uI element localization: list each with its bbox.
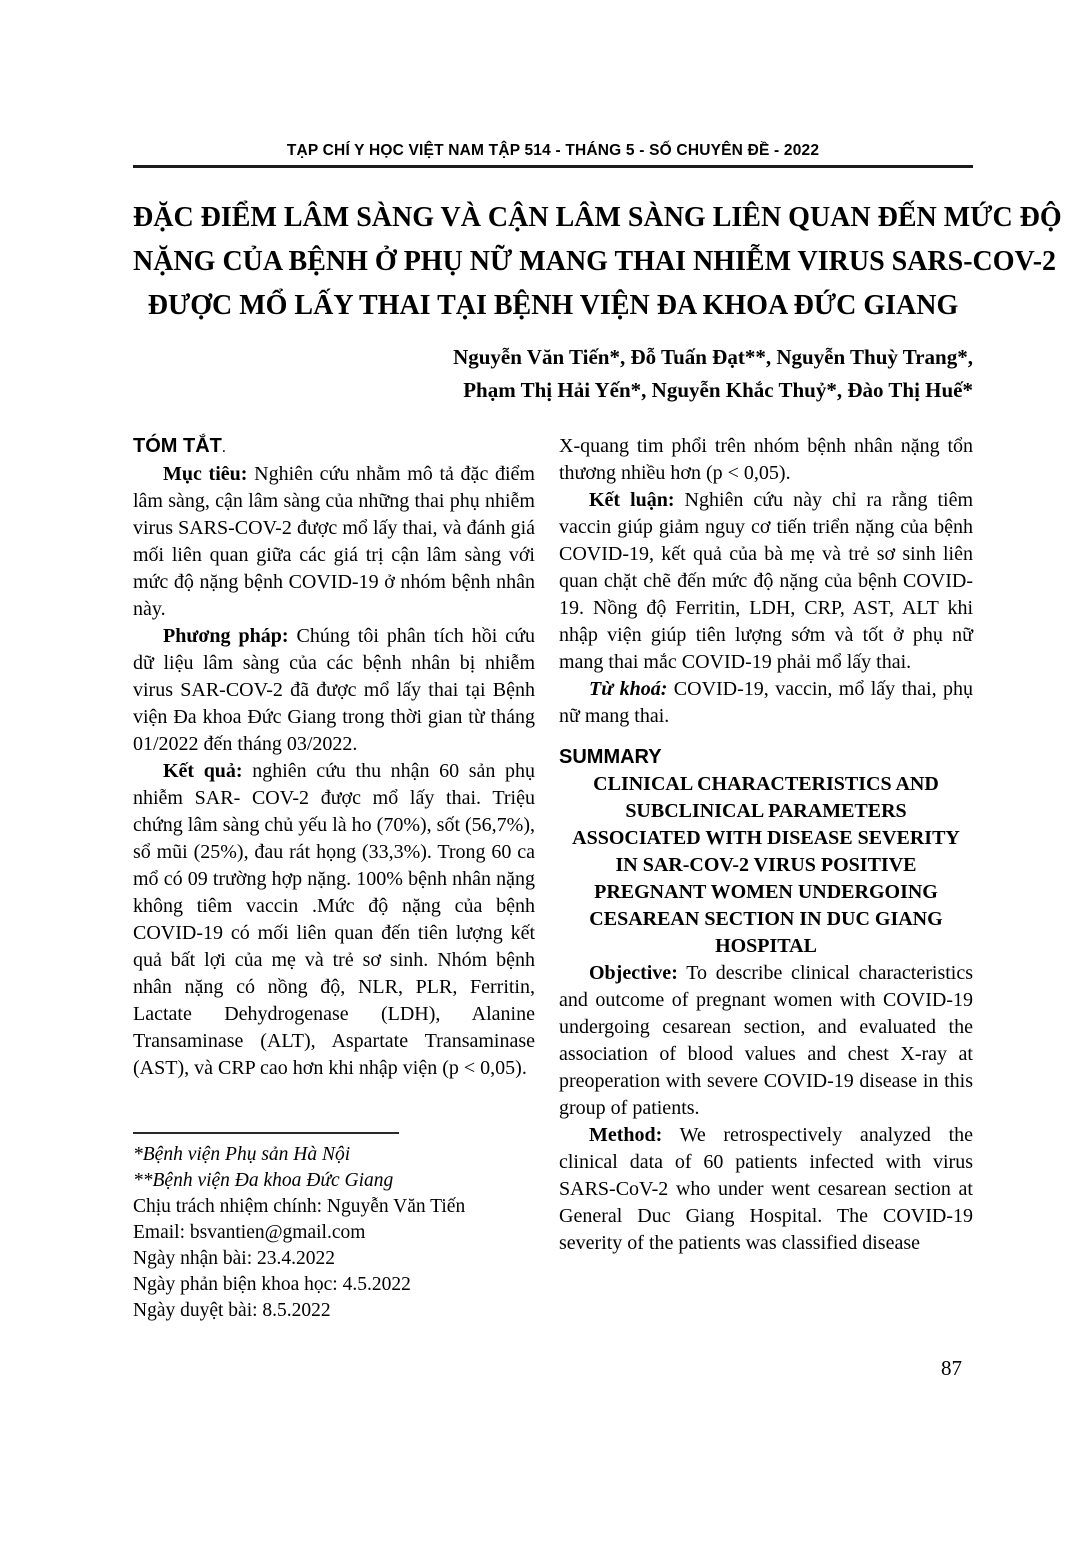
footnote-received-date: Ngày nhận bài: 23.4.2022 bbox=[133, 1248, 336, 1269]
abstract-paragraph-objective bbox=[133, 461, 535, 623]
footnote-affiliation: **Bệnh viện Đa khoa Đức Giang bbox=[133, 1170, 394, 1191]
paragraph-text: We retrospectively analyzed the clinical data of 60 patients infected with virus SARS-CoV-2 who under went cesarean section at General Duc Giang Hospital. The COVID-19 severity of the patients was classified disease bbox=[559, 1124, 973, 1254]
article-title-line: ĐƯỢC MỔ LẤY THAI TẠI BỆNH VIỆN ĐA KHOA ĐỨC GIANG bbox=[147, 290, 959, 321]
two-column-body bbox=[133, 433, 973, 1324]
english-title-line: CLINICAL CHARACTERISTICS AND bbox=[593, 773, 939, 795]
footnote-corresponding-author: Chịu trách nhiệm chính: Nguyễn Văn Tiến bbox=[133, 1196, 466, 1217]
english-title-line: PREGNANT WOMEN UNDERGOING bbox=[594, 881, 938, 903]
paragraph-lead: Objective: bbox=[589, 962, 678, 984]
abstract-heading-period: . bbox=[221, 439, 226, 456]
footnote-accepted-date: Ngày duyệt bài: 8.5.2022 bbox=[133, 1300, 331, 1321]
keywords-paragraph bbox=[559, 676, 973, 730]
article-title-line: ĐẶC ĐIỂM LÂM SÀNG VÀ CẬN LÂM SÀNG LIÊN QUAN ĐẾN MỨC ĐỘ bbox=[133, 202, 1062, 233]
footnote-block bbox=[133, 1132, 535, 1324]
paragraph-lead: Mục tiêu: bbox=[163, 463, 248, 485]
continuation-paragraph: X-quang tim phổi trên nhóm bệnh nhân nặng tổn thương nhiều hơn (p < 0,05). bbox=[559, 435, 973, 484]
abstract-heading bbox=[133, 433, 535, 461]
left-column bbox=[133, 433, 535, 1324]
page-number: 87 bbox=[941, 1356, 962, 1380]
paragraph-lead: Kết quả: bbox=[163, 760, 243, 782]
english-title-line: HOSPITAL bbox=[715, 935, 817, 957]
english-title bbox=[559, 771, 973, 960]
footnote-affiliation: *Bệnh viện Phụ sản Hà Nội bbox=[133, 1144, 351, 1165]
paragraph-text: Nghiên cứu này chỉ ra rằng tiêm vaccin giúp giảm nguy cơ tiến triển nặng của bệnh COVID-19, kết quả của bà mẹ và trẻ sơ sinh liên quan chặt chẽ đến mức độ nặng của bệnh COVID-19. Nồng độ Ferritin, LDH, CRP, AST, ALT khi nhập viện giúp tiên lượng sớm và tốt ở phụ nữ mang thai mắc COVID-19 phải mổ lấy thai. bbox=[559, 489, 974, 673]
article-title-line: NẶNG CỦA BỆNH Ở PHỤ NỮ MANG THAI NHIỄM VIRUS SARS-COV-2 bbox=[133, 246, 1057, 277]
paragraph-text: Chúng tôi phân tích hồi cứu dữ liệu lâm sàng của các bệnh nhân bị nhiễm virus SAR-COV-2 đã được mổ lấy thai tại Bệnh viện Đa khoa Đức Giang trong thời gian từ tháng 01/2022 đến tháng 03/2022. bbox=[133, 625, 536, 755]
paragraph-lead: Method: bbox=[589, 1124, 663, 1146]
english-title-line: CESAREAN SECTION IN DUC GIANG bbox=[589, 908, 943, 930]
abstract-paragraph-method bbox=[133, 623, 535, 758]
article-title bbox=[133, 196, 1062, 328]
paragraph-text: To describe clinical characteristics and outcome of pregnant women with COVID-19 undergoing cesarean section, and evaluated the association of blood values and chest X-ray at preoperation with severe COVID-19 disease in this group of patients. bbox=[559, 962, 973, 1119]
english-title-line: SUBCLINICAL PARAMETERS bbox=[625, 800, 907, 822]
footnote-divider bbox=[133, 1132, 399, 1134]
abstract-heading-text: TÓM TẮT bbox=[133, 435, 222, 457]
summary-heading: SUMMARY bbox=[559, 746, 662, 768]
objective-paragraph bbox=[559, 960, 973, 1122]
right-column bbox=[559, 433, 973, 1324]
paragraph-lead: Từ khoá: bbox=[589, 678, 668, 700]
english-title-line: ASSOCIATED WITH DISEASE SEVERITY bbox=[572, 827, 960, 849]
paragraph-text: nghiên cứu thu nhận 60 sản phụ nhiễm SAR- COV-2 được mổ lấy thai. Triệu chứng lâm sàng chủ yếu là ho (70%), sốt (56,7%), sổ mũi (25%), đau rát họng (33,3%). Trong 60 ca mổ có 09 trường hợp nặng. 100% bệnh nhân nặng không tiêm vaccin .Mức độ nặng của bệnh COVID-19 có mối liên quan đến tiên lượng kết quả bất lợi của mẹ và trẻ sơ sinh. Nhóm bệnh nhân nặng có nồng độ, NLR, PLR, Ferritin, Lactate Dehydrogenase (LDH), Alanine Transaminase (ALT), Aspartate Transaminase (AST), và CRP cao hơn khi nhập viện (p < 0,05). bbox=[133, 760, 535, 1079]
journal-header: TẠP CHÍ Y HỌC VIỆT NAM TẬP 514 - THÁNG 5 - SỐ CHUYÊN ĐỀ - 2022 bbox=[133, 142, 973, 168]
authors-line: Phạm Thị Hải Yến*, Nguyễn Khắc Thuỷ*, Đào Thị Huế* bbox=[463, 378, 973, 402]
footnote-review-date: Ngày phản biện khoa học: 4.5.2022 bbox=[133, 1274, 411, 1295]
abstract-paragraph-results bbox=[133, 758, 535, 1082]
conclusion-paragraph bbox=[559, 487, 973, 676]
authors bbox=[133, 341, 973, 407]
method-paragraph bbox=[559, 1122, 973, 1257]
paragraph-lead: Kết luận: bbox=[589, 489, 675, 511]
paragraph-lead: Phương pháp: bbox=[163, 625, 289, 647]
footnote-email: Email: bsvantien@gmail.com bbox=[133, 1222, 366, 1243]
authors-line: Nguyễn Văn Tiến*, Đỗ Tuấn Đạt**, Nguyễn Thuỳ Trang*, bbox=[453, 345, 973, 369]
paragraph-text: Nghiên cứu nhằm mô tả đặc điểm lâm sàng, cận lâm sàng của những thai phụ nhiễm virus SARS-COV-2 được mổ lấy thai, và đánh giá mối liên quan giữa các giá trị cận lâm sàng với mức độ nặng bệnh COVID-19 ở nhóm bệnh nhân này. bbox=[133, 463, 535, 620]
english-title-line: IN SAR-COV-2 VIRUS POSITIVE bbox=[615, 854, 917, 876]
paragraph-text: COVID-19, vaccin, mổ lấy thai, phụ nữ mang thai. bbox=[559, 678, 973, 727]
